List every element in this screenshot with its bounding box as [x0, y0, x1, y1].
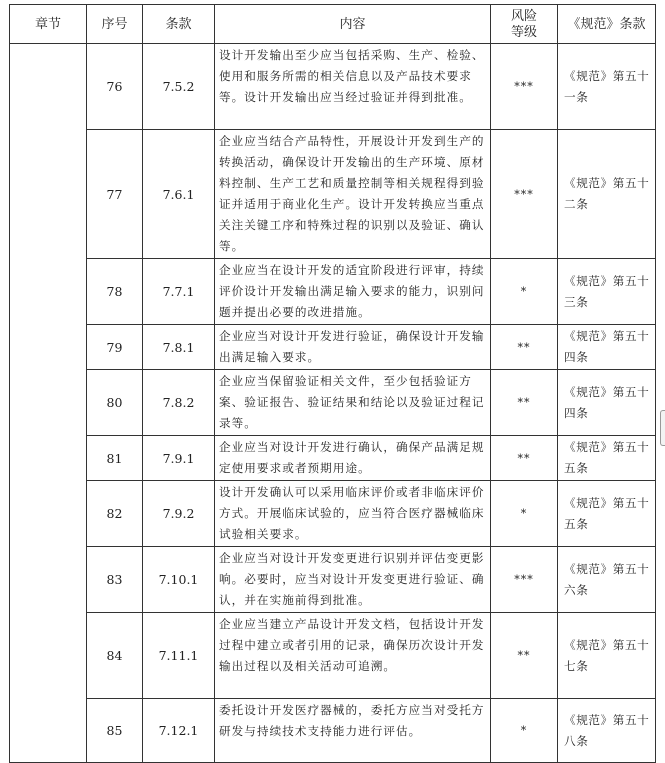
clause-cell: 7.9.2: [143, 481, 215, 547]
table-row: [10, 370, 656, 436]
table-row: [10, 130, 656, 259]
risk-cell: **: [491, 436, 558, 481]
clause-cell: 7.9.1: [143, 436, 215, 481]
ref-cell: 《规范》第五十五条: [558, 481, 656, 547]
risk-cell: ***: [491, 547, 558, 613]
ref-cell: 《规范》第五十二条: [558, 130, 656, 259]
ref-cell: 《规范》第五十六条: [558, 547, 656, 613]
content-cell: 设计开发输出至少应当包括采购、生产、检验、使用和服务所需的相关信息以及产品技术要求等。设计开发输出应当经过验证并得到批准。: [215, 44, 491, 130]
ref-cell: 《规范》第五十一条: [558, 44, 656, 130]
content-cell: 企业应当对设计开发进行验证，确保设计开发输出满足输入要求。: [215, 325, 491, 370]
header-content: 内容: [215, 5, 491, 44]
table-header-row: [10, 5, 656, 44]
seq-cell: 81: [87, 436, 143, 481]
header-chapter: 章节: [10, 5, 87, 44]
risk-cell: *: [491, 699, 558, 763]
content-cell: 企业应当对设计开发变更进行识别并评估变更影响。必要时，应当对设计开发变更进行验证、确认，并在实施前得到批准。: [215, 547, 491, 613]
clause-cell: 7.10.1: [143, 547, 215, 613]
seq-cell: 80: [87, 370, 143, 436]
table-row: [10, 436, 656, 481]
ref-cell: 《规范》第五十八条: [558, 699, 656, 763]
content-cell: 企业应当在设计开发的适宜阶段进行评审，持续评价设计开发输出满足输入要求的能力，识别问题并提出必要的改进措施。: [215, 259, 491, 325]
seq-cell: 79: [87, 325, 143, 370]
header-risk: 风险 等级: [491, 5, 558, 44]
seq-cell: 77: [87, 130, 143, 259]
scrollbar-handle[interactable]: [660, 410, 665, 446]
content-cell: 企业应当对设计开发进行确认，确保产品满足规定使用要求或者预期用途。: [215, 436, 491, 481]
risk-cell: ***: [491, 44, 558, 130]
clause-cell: 7.8.1: [143, 325, 215, 370]
requirements-table-container: [9, 4, 655, 763]
table-row: [10, 699, 656, 763]
table-row: [10, 44, 656, 130]
clause-cell: 7.7.1: [143, 259, 215, 325]
content-cell: 企业应当保留验证相关文件，至少包括验证方案、验证报告、验证结果和结论以及验证过程记录等。: [215, 370, 491, 436]
clause-cell: 7.8.2: [143, 370, 215, 436]
seq-cell: 84: [87, 613, 143, 699]
table-row: [10, 325, 656, 370]
seq-cell: 78: [87, 259, 143, 325]
ref-cell: 《规范》第五十五条: [558, 436, 656, 481]
seq-cell: 76: [87, 44, 143, 130]
table-row: [10, 547, 656, 613]
header-clause: 条款: [143, 5, 215, 44]
header-ref: 《规范》条款: [558, 5, 656, 44]
risk-cell: *: [491, 259, 558, 325]
table-row: [10, 259, 656, 325]
risk-cell: ***: [491, 130, 558, 259]
content-cell: 企业应当结合产品特性，开展设计开发到生产的转换活动，确保设计开发输出的生产环境、原材料控制、生产工艺和质量控制等相关规程得到验证并适用于商业化生产。设计开发转换应当重点关注关键工序和特殊过程的识别以及验证、确认等。: [215, 130, 491, 259]
content-cell: 企业应当建立产品设计开发文档，包括设计开发过程中建立或者引用的记录，确保历次设计开发输出过程以及相关活动可追溯。: [215, 613, 491, 699]
table-row: [10, 613, 656, 699]
clause-cell: 7.6.1: [143, 130, 215, 259]
risk-cell: **: [491, 613, 558, 699]
table-row: [10, 481, 656, 547]
clause-cell: 7.5.2: [143, 44, 215, 130]
risk-cell: **: [491, 370, 558, 436]
content-cell: 设计开发确认可以采用临床评价或者非临床评价方式。开展临床试验的，应当符合医疗器械临床试验相关要求。: [215, 481, 491, 547]
risk-cell: **: [491, 325, 558, 370]
seq-cell: 82: [87, 481, 143, 547]
ref-cell: 《规范》第五十四条: [558, 325, 656, 370]
risk-cell: *: [491, 481, 558, 547]
seq-cell: 85: [87, 699, 143, 763]
content-cell: 委托设计开发医疗器械的，委托方应当对受托方研发与持续技术支持能力进行评估。: [215, 699, 491, 763]
clause-cell: 7.11.1: [143, 613, 215, 699]
chapter-cell: [10, 44, 87, 763]
clause-cell: 7.12.1: [143, 699, 215, 763]
seq-cell: 83: [87, 547, 143, 613]
ref-cell: 《规范》第五十四条: [558, 370, 656, 436]
requirements-table: [9, 4, 656, 763]
ref-cell: 《规范》第五十三条: [558, 259, 656, 325]
ref-cell: 《规范》第五十七条: [558, 613, 656, 699]
header-seq: 序号: [87, 5, 143, 44]
